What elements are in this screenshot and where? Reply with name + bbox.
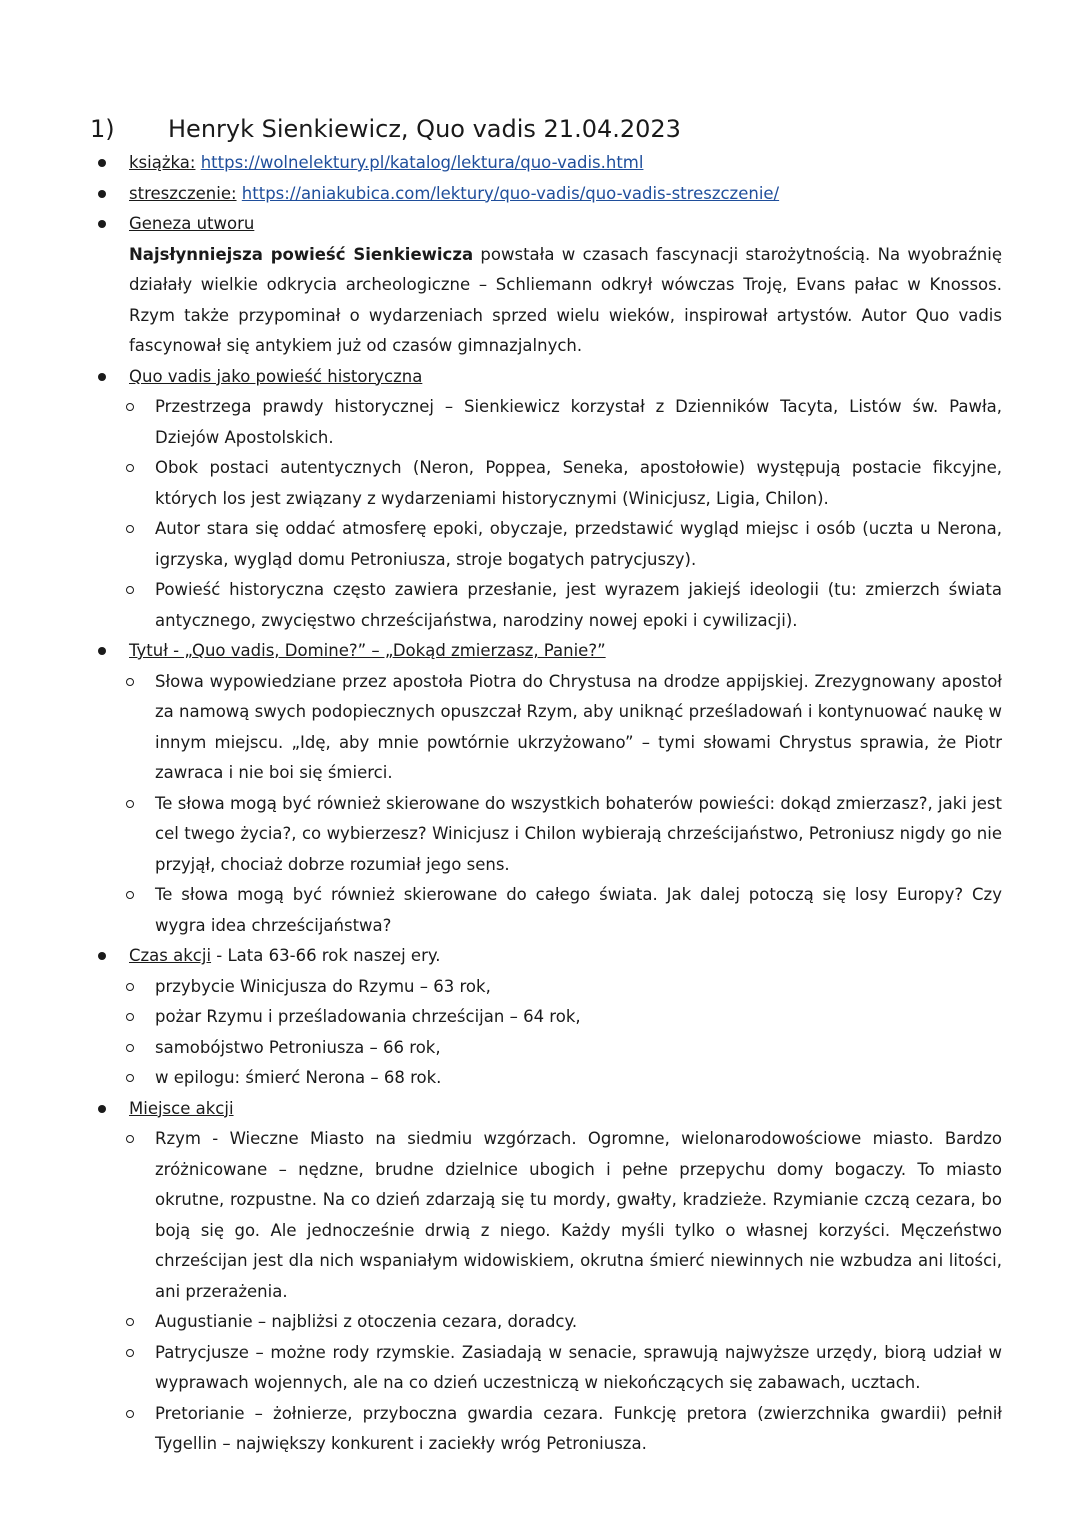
geneza-bold-lead: Najsłynniejsza powieść Sienkiewicza: [129, 244, 474, 264]
circle-bullet-icon: [126, 1349, 134, 1357]
bullet-icon: [98, 159, 106, 167]
list-item-text: Słowa wypowiedziane przez apostoła Piotra do Chrystusa na drodze appijskiej. Zrezygnowany apostoł za namową swych podopiecznych opuszczał Rzym, aby uniknąć prześladowań i kontynuować naukę w innym miejscu. „Idę, aby mnie powtórnie ukrzyżowano” – tymi słowami Chrystus sprawia, że Piotr zawraca i nie boi się śmierci.: [155, 671, 1002, 782]
document-title: [90, 112, 681, 146]
list-item-text: pożar Rzymu i prześladowania chrześcijan – 64 rok,: [155, 1007, 581, 1026]
list-item-text: Przestrzega prawdy historycznej – Sienkiewicz korzystał z Dzienników Tacyta, Listów św. Pawła, Dziejów Apostolskich.: [155, 397, 1002, 447]
list-item: [0, 880, 1080, 941]
bullet-icon: [98, 190, 106, 198]
geneza-paragraph: [0, 240, 1080, 362]
list-item-text: Te słowa mogą być również skierowane do całego świata. Jak dalej potoczą się losy Europy? Czy wygra idea chrześcijaństwa?: [155, 885, 1002, 935]
list-item: [0, 1399, 1080, 1460]
list-item: [0, 789, 1080, 881]
section-heading: Czas akcji: [129, 946, 212, 965]
list-item-text: Rzym - Wieczne Miasto na siedmiu wzgórzach. Ogromne, wielonarodowościowe miasto. Bardzo zróżnicowane – nędzne, brudne dzielnice ubogich i pełne przepychu domy bogaczy. To miasto okrutne, rozpustne. Na co dzień zdarzają się tu mordy, gwałty, kradzieże. Rzymianie czczą cezara, bo boją się go. Ale jednocześnie drwią z niego. Każdy myśli tylko o własnej korzyści. Męczeństwo chrześcijan jest dla nich wspaniałym widowiskiem, okrutna śmierć niewinnych nie wzbudza ani litości, ani przerażenia.: [155, 1129, 1002, 1301]
title-number: 1): [90, 115, 115, 143]
list-item-text: Autor stara się oddać atmosferę epoki, obyczaje, przedstawić wygląd miejsc i osób (uczta u Nerona, igrzyska, wygląd domu Petroniusza, stroje bogatych patrycjuszy).: [155, 519, 1002, 569]
list-item: [0, 667, 1080, 789]
list-item-text: Pretorianie – żołnierze, przyboczna gwardia cezara. Funkcję pretora (zwierzchnika gwardii) pełnił Tygellin – największy konkurent i zaciekły wróg Petroniusza.: [155, 1403, 1002, 1453]
list-item-text: Obok postaci autentycznych (Neron, Poppea, Seneka, apostołowie) występują postacie fikcyjne, których los jest związany z wydarzeniami historycznymi (Winicjusz, Ligia, Chilon).: [155, 458, 1002, 508]
bullet-icon: [98, 220, 106, 228]
list-item-book: [0, 148, 1080, 179]
circle-bullet-icon: [126, 983, 134, 991]
list-item-text: Te słowa mogą być również skierowane do wszystkich bohaterów powieści: dokąd zmierzasz?, jaki jest cel twego życia?, co wybierzesz? Winicjusz i Chilon wybierają chrześcijaństwo, Petroniusz nigdy go nie przyjął, chociaż dobrze rozumiał jego sens.: [155, 793, 1002, 874]
circle-bullet-icon: [126, 1044, 134, 1052]
section-heading: Tytuł - „Quo vadis, Domine?” – „Dokąd zmierzasz, Panie?”: [129, 641, 606, 660]
geneza-text: powstała w czasach fascynacji starożytnością. Na wyobraźnię działały wielkie odkrycia archeologiczne – Schliemann odkrył wówczas Troję, Evans pałac w Knossos. Rzym także przypominał o wydarzeniach sprzed wielu wieków, inspirował artystów. Autor Quo vadis fascynował się antykiem już od czasów gimnazjalnych.: [129, 244, 1002, 355]
list-item: [0, 575, 1080, 636]
title-text: Henryk Sienkiewicz, Quo vadis 21.04.2023: [168, 115, 681, 143]
list-item: [0, 453, 1080, 514]
circle-bullet-icon: [126, 1135, 134, 1143]
circle-bullet-icon: [126, 1013, 134, 1021]
list-item: [0, 392, 1080, 453]
list-item: [0, 1033, 1080, 1064]
bullet-icon: [98, 1105, 106, 1113]
czas-text: - Lata 63-66 rok naszej ery.: [211, 946, 441, 965]
section-heading: Miejsce akcji: [129, 1098, 234, 1118]
section-heading: Quo vadis jako powieść historyczna: [129, 366, 423, 386]
list-item-text: Powieść historyczna często zawiera przesłanie, jest wyrazem jakiejś ideologii (tu: zmierzch świata antycznego, zwycięstwo chrześcijaństwa, narodziny nowej epoki i cywilizacji).: [155, 580, 1002, 630]
list-item: [0, 1338, 1080, 1399]
circle-bullet-icon: [126, 1410, 134, 1418]
list-item: [0, 1063, 1080, 1094]
summary-label: streszczenie:: [129, 183, 237, 203]
circle-bullet-icon: [126, 525, 134, 533]
section-heading: Geneza utworu: [129, 214, 255, 233]
section-geneza: [0, 209, 1080, 240]
bullet-icon: [98, 373, 106, 381]
list-item: [0, 1307, 1080, 1338]
list-item-summary: [0, 179, 1080, 210]
list-item: [0, 972, 1080, 1003]
circle-bullet-icon: [126, 678, 134, 686]
circle-bullet-icon: [126, 403, 134, 411]
summary-link[interactable]: https://aniakubica.com/lektury/quo-vadis/quo-vadis-streszczenie/: [241, 183, 780, 203]
section-miejsce: [0, 1094, 1080, 1125]
list-item-text: w epilogu: śmierć Nerona – 68 rok.: [155, 1068, 442, 1087]
list-item: [0, 1002, 1080, 1033]
section-czas: [0, 941, 1080, 972]
list-item-text: przybycie Winicjusza do Rzymu – 63 rok,: [155, 976, 491, 996]
circle-bullet-icon: [126, 464, 134, 472]
notes-list: [0, 148, 1080, 1460]
circle-bullet-icon: [126, 800, 134, 808]
section-tytul: [0, 636, 1080, 667]
bullet-icon: [98, 952, 106, 960]
section-historyczna: [0, 362, 1080, 393]
circle-bullet-icon: [126, 1074, 134, 1082]
circle-bullet-icon: [126, 586, 134, 594]
list-item: [0, 1124, 1080, 1307]
book-label: książka:: [129, 153, 196, 172]
bullet-icon: [98, 647, 106, 655]
list-item-text: samobójstwo Petroniusza – 66 rok,: [155, 1037, 441, 1057]
list-item: [0, 514, 1080, 575]
circle-bullet-icon: [126, 1318, 134, 1326]
list-item-text: Augustianie – najbliżsi z otoczenia cezara, doradcy.: [155, 1312, 578, 1331]
book-link[interactable]: https://wolnelektury.pl/katalog/lektura/quo-vadis.html: [200, 153, 644, 172]
circle-bullet-icon: [126, 891, 134, 899]
list-item-text: Patrycjusze – możne rody rzymskie. Zasiadają w senacie, sprawują najwyższe urzędy, biorą udział w wyprawach wojennych, ale na co dzień uczestniczą w niekończących się zabawach, ucztach.: [155, 1342, 1002, 1392]
